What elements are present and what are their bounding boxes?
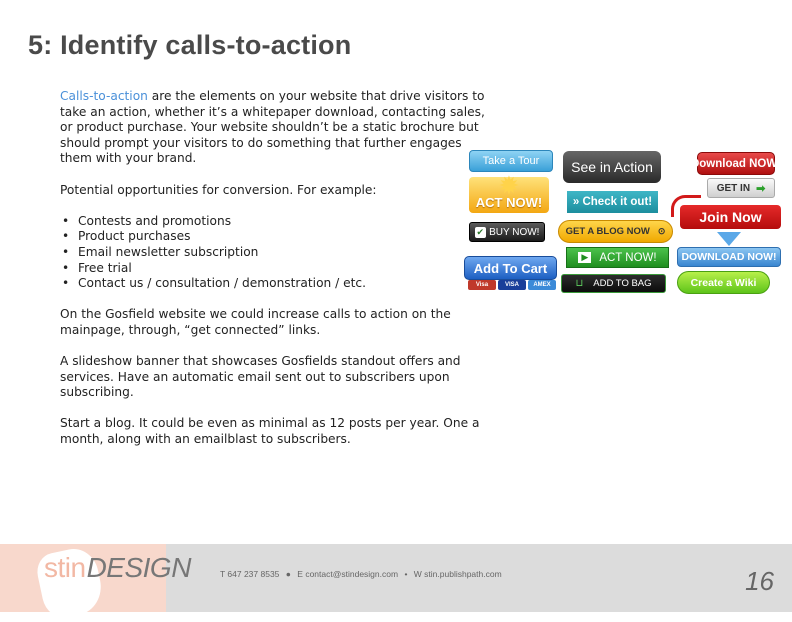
brand-part-2: DESIGN xyxy=(86,552,191,583)
add-to-bag-label: ADD TO BAG xyxy=(593,278,652,289)
page-title: 5: Identify calls-to-action xyxy=(28,30,352,60)
bullet-separator-icon: ● xyxy=(285,569,291,579)
circle-icon: ⊙ xyxy=(657,226,666,236)
get-in-button xyxy=(707,178,775,198)
gosfield-paragraph: On the Gosfield website we could increase calls to action on the mainpage, through, “get connected” links. xyxy=(60,307,451,337)
act-now-label: ACT NOW! xyxy=(475,195,543,210)
potential-text: Potential opportunities for conversion. For example: xyxy=(60,182,377,197)
intro-text: are the elements on your website that drive visitors to take an action, whether it’s a whitepaper download, contacting sales, or product purchase. Your website shouldn’t be a static brochure but should prompt your visitors to do something that further engages them with your brand. xyxy=(60,89,485,166)
basket-icon: ⊔ xyxy=(575,278,584,289)
download-arrow-icon xyxy=(717,232,741,246)
join-now-button: Join Now xyxy=(680,205,781,229)
footer-bar xyxy=(0,544,792,612)
list-item: • Contact us / consultation / demonstration / etc. xyxy=(60,276,490,292)
add-to-cart-button: Add To Cart xyxy=(464,256,557,280)
payment-cards xyxy=(468,280,556,292)
slideshow-paragraph: A slideshow banner that showcases Gosfields standout offers and services. Have an automatic email sent out to subscribers upon subscribing. xyxy=(60,354,461,400)
add-to-bag-button xyxy=(561,274,666,293)
opportunity-list xyxy=(60,214,490,292)
create-wiki-button: Create a Wiki xyxy=(677,271,770,294)
list-item: • Free trial xyxy=(60,261,490,277)
blog-paragraph: Start a blog. It could be even as minimal as 12 posts per year. One a month, along with an emailblast to subscribers. xyxy=(60,416,480,447)
list-item: • Product purchases xyxy=(60,229,490,245)
act-now-button xyxy=(469,173,549,213)
brand-logo xyxy=(0,544,191,612)
calls-to-action-link[interactable]: Calls-to-action xyxy=(60,89,148,103)
brand-part-1: stin xyxy=(44,552,86,583)
checkmark-icon: ✔ xyxy=(476,226,485,237)
download-now-button: Download NOW! xyxy=(697,152,775,175)
get-a-blog-button xyxy=(558,220,673,243)
see-in-action-button: See in Action xyxy=(563,151,661,183)
buy-now-label: BUY NOW! xyxy=(489,226,540,238)
contact-email[interactable]: E contact@stindesign.com xyxy=(297,569,399,579)
get-in-label: GET IN xyxy=(716,182,751,194)
card-icon: AMEX xyxy=(528,280,556,290)
check-it-out-button: » Check it out! xyxy=(567,191,658,213)
brand-wordmark xyxy=(44,552,190,584)
list-item: • Email newsletter subscription xyxy=(60,245,490,261)
take-tour-button: Take a Tour xyxy=(469,150,553,172)
page-number: 16 xyxy=(745,566,774,596)
act-now-green-label: ACT NOW! xyxy=(599,251,657,264)
contact-web[interactable]: W stin.publishpath.com xyxy=(413,569,502,579)
play-icon: ▶ xyxy=(578,252,591,263)
intro-paragraph xyxy=(60,89,490,167)
card-icon: VISA xyxy=(498,280,526,290)
burst-icon: ✹ xyxy=(499,173,519,198)
list-item: • Contests and promotions xyxy=(60,214,490,230)
contact-phone: T 647 237 8535 xyxy=(220,569,280,579)
bullet-separator-icon: • xyxy=(404,569,408,579)
card-icon: Visa xyxy=(468,280,496,290)
arrow-right-icon: ➡ xyxy=(756,182,766,195)
download-now-blue-button: DOWNLOAD NOW! xyxy=(677,247,781,267)
body-content xyxy=(60,89,490,463)
get-a-blog-label: GET A BLOG NOW xyxy=(565,226,650,237)
contact-line xyxy=(220,569,502,579)
act-now-green-button xyxy=(566,247,669,268)
buy-now-button xyxy=(469,222,545,242)
